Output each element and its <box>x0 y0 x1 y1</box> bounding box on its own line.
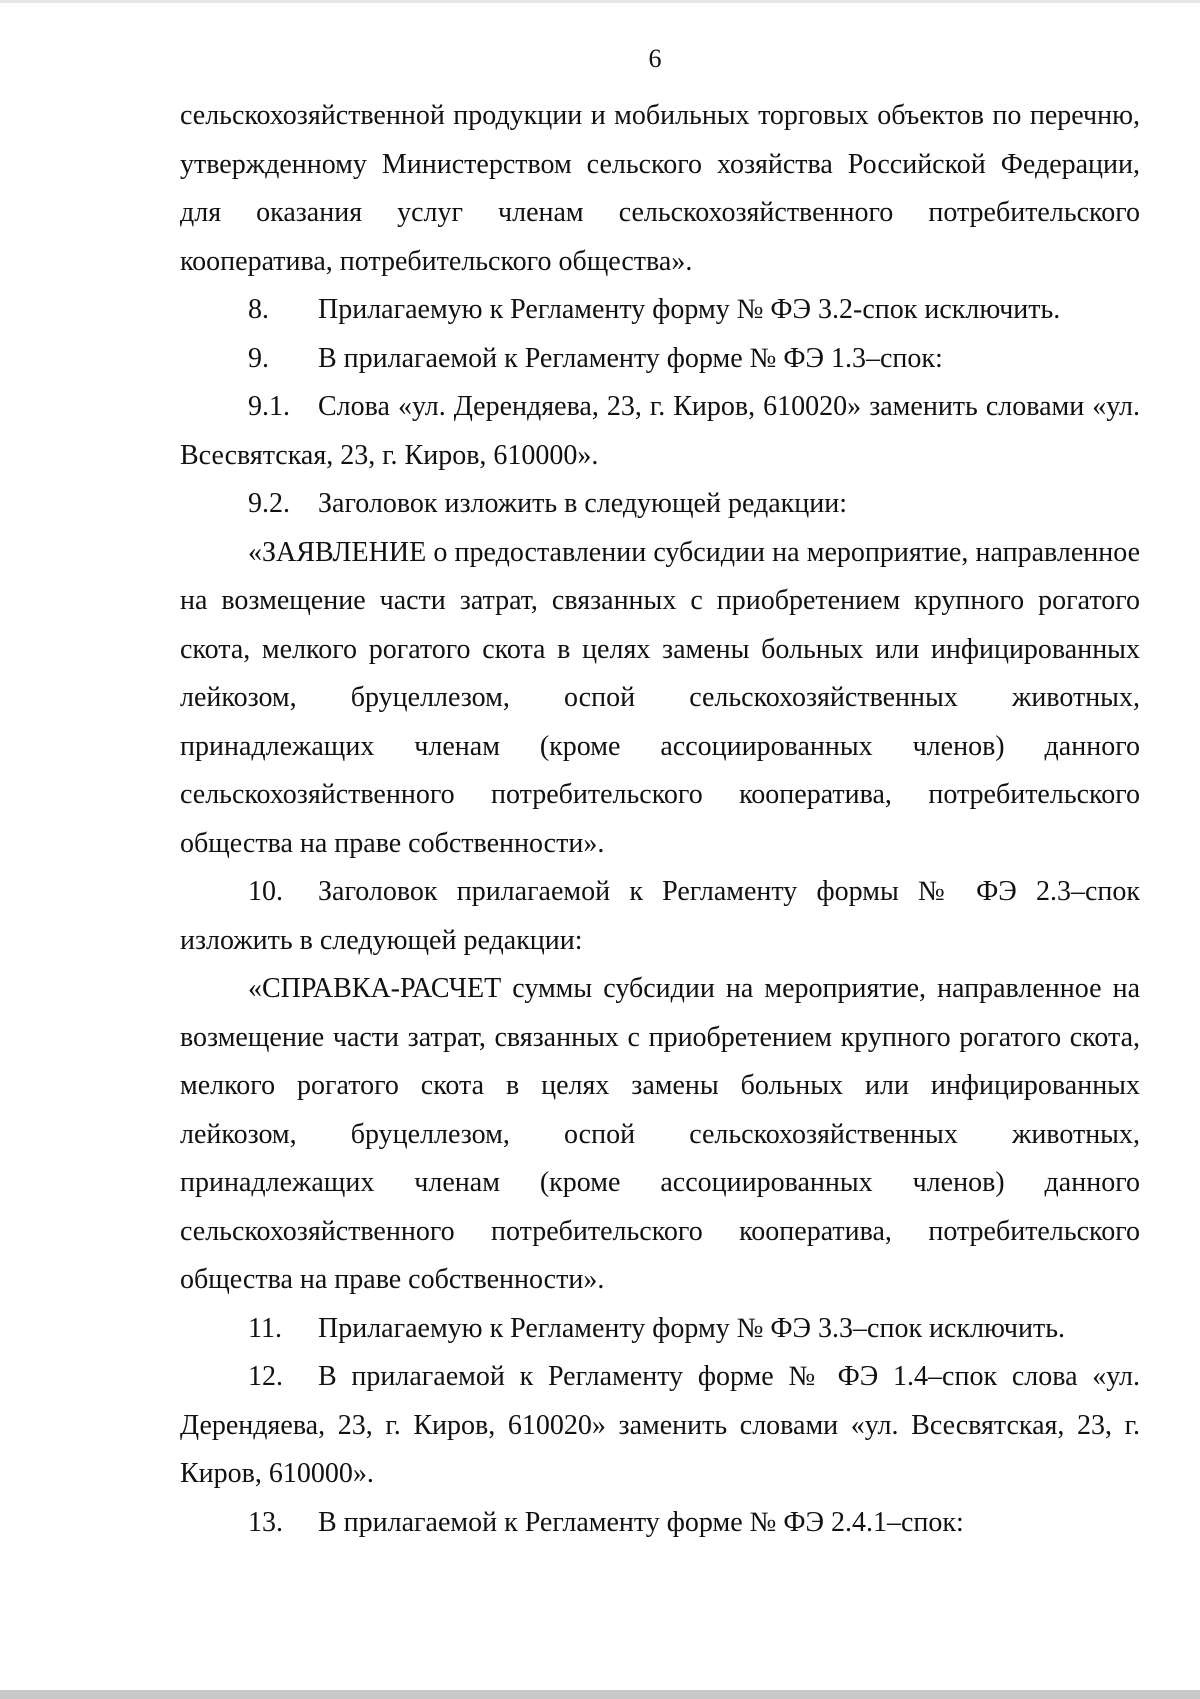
paragraph-item-12 <box>180 1353 1140 1499</box>
paragraph-text: Слова «ул. Дерендяева, 23, г. Киров, 610020» заменить словами «ул. Всесвятская, 23, г. Киров, 610000». <box>180 391 1140 471</box>
item-number: 9.1. <box>248 391 290 422</box>
paragraph-quote-application-title <box>180 529 1140 869</box>
paragraph-text: Прилагаемую к Регламенту форму № ФЭ 3.3–спок исключить. <box>318 1312 1065 1344</box>
paragraph-text: «СПРАВКА-РАСЧЕТ суммы субсидии на мероприятие, направленное на возмещение части затрат, связанных с приобретением крупного рогатого скота, мелкого рогатого скота в целях замены больных или инфицированных лейкозом, бруцеллезом, оспой сельскохозяйственных животных, принадлежащих членам (кроме ассоциированных членов) данного сельскохозяйственного потребительского кооператива, потребительского общества на праве собственности». <box>180 973 1140 1295</box>
paragraph-item-11 <box>180 1305 1140 1354</box>
scan-bottom-edge <box>0 1690 1200 1699</box>
paragraph-quote-calculation-title <box>180 965 1140 1305</box>
paragraph-text: «ЗАЯВЛЕНИЕ о предоставлении субсидии на мероприятие, направленное на возмещение части затрат, связанных с приобретением крупного рогатого скота, мелкого рогатого скота в целях замены больных или инфицированных лейкозом, бруцеллезом, оспой сельскохозяйственных животных, принадлежащих членам (кроме ассоциированных членов) данного сельскохозяйственного потребительского кооператива, потребительского общества на праве собственности». <box>180 536 1140 859</box>
paragraph-item-8 <box>180 286 1140 335</box>
paragraph-text: Прилагаемую к Регламенту форму № ФЭ 3.2-спок исключить. <box>318 294 1061 325</box>
paragraph-item-9 <box>180 335 1140 384</box>
item-number: 11. <box>248 1312 282 1344</box>
paragraph-item-13 <box>180 1499 1140 1548</box>
paragraph-text: В прилагаемой к Регламенту форме № ФЭ 2.4.1–спок: <box>318 1506 964 1538</box>
page-number: 6 <box>648 44 662 73</box>
paragraph-item-9-2 <box>180 480 1140 529</box>
item-number: 9. <box>248 342 269 374</box>
paragraph-text: Заголовок прилагаемой к Регламенту формы № ФЭ 2.3–спок изложить в следующей редакции: <box>180 876 1140 956</box>
item-number: 9.2. <box>248 488 290 519</box>
paragraph-text: В прилагаемой к Регламенту форме № ФЭ 1.3–спок: <box>318 342 943 374</box>
paragraph-text: В прилагаемой к Регламенту форме № ФЭ 1.4–спок слова «ул. Дерендяева, 23, г. Киров, 610020» заменить словами «ул. Всесвятская, 23, г. Киров, 610000». <box>180 1361 1140 1489</box>
paragraph-text: сельскохозяйственной продукции и мобильных торговых объектов по перечню, утвержденному Министерством сельского хозяйства Российской Федерации, для оказания услуг членам сельскохозяйственного потребительского кооператива, потребительского общества». <box>180 100 1140 277</box>
item-number: 13. <box>248 1506 283 1538</box>
item-number: 8. <box>248 294 269 325</box>
paragraph-continuation <box>180 92 1140 286</box>
paragraph-item-10 <box>180 868 1140 965</box>
paragraph-item-9-1 <box>180 383 1140 480</box>
scan-top-edge <box>0 0 1200 3</box>
document-body <box>180 92 1140 1547</box>
item-number: 10. <box>248 876 283 907</box>
paragraph-text: Заголовок изложить в следующей редакции: <box>318 488 848 519</box>
item-number: 12. <box>248 1361 283 1392</box>
